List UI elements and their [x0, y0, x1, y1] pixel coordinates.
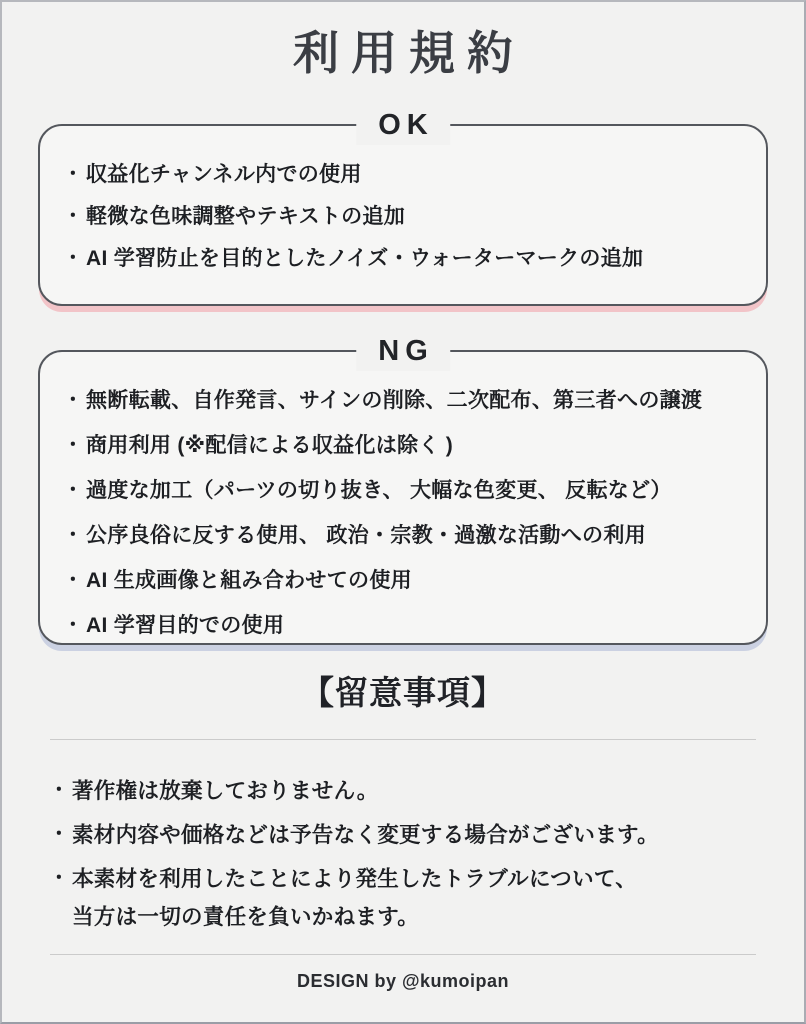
item-label: AI 学習防止を目的としたノイズ・ウォーターマークの追加: [86, 247, 644, 270]
item-label: AI 学習目的での使用: [86, 614, 285, 637]
list-item: [60, 476, 752, 506]
bullet-icon: ・: [63, 525, 83, 546]
list-item: [46, 816, 758, 854]
notes-heading: 【留意事項】: [301, 674, 505, 711]
list-item: [60, 431, 752, 461]
ng-section-box: [38, 335, 768, 645]
item-label: 公序良俗に反する使用、 政治・宗教・過激な活動への利用: [86, 524, 646, 547]
ok-section-box: [38, 109, 768, 306]
item-label: 過度な加工（パーツの切り抜き、 大幅な色変更、 反転など）: [86, 479, 672, 502]
item-label: 収益化チャンネル内での使用: [86, 163, 362, 186]
list-item: [60, 386, 752, 416]
design-credit: DESIGN by @kumoipan: [296, 971, 510, 991]
bullet-icon: ・: [63, 248, 83, 269]
notes-top-divider: [50, 739, 756, 740]
notes-item-list: [46, 772, 758, 936]
ng-section-label: NG: [356, 331, 450, 371]
list-item: [60, 244, 752, 274]
ok-item-list: [40, 126, 766, 274]
footer-divider: [50, 954, 756, 955]
ok-section-label: OK: [356, 105, 450, 145]
item-label: 軽微な色味調整やテキストの追加: [86, 205, 406, 228]
bullet-icon: ・: [63, 570, 83, 591]
item-label: 著作権は放棄しておりません。: [72, 779, 379, 803]
bullet-icon: ・: [63, 164, 83, 185]
item-label: 無断転載、自作発言、サインの削除、二次配布、第三者への譲渡: [86, 389, 703, 412]
bullet-icon: ・: [63, 615, 83, 636]
page-title: 利用規約: [293, 27, 525, 79]
bullet-icon: ・: [49, 868, 69, 889]
list-item: [60, 566, 752, 596]
bullet-icon: ・: [63, 480, 83, 501]
bullet-icon: ・: [63, 390, 83, 411]
bullet-icon: ・: [63, 435, 83, 456]
list-item: [46, 860, 758, 936]
list-item: [60, 521, 752, 551]
item-label: 本素材を利用したことにより発生したトラブルについて、 当方は一切の責任を負いかねます。: [72, 867, 638, 929]
ng-item-list: [40, 352, 766, 641]
item-label: 商用利用 (※配信による収益化は除く ): [86, 434, 454, 457]
item-label: AI 生成画像と組み合わせての使用: [86, 569, 412, 592]
list-item: [60, 202, 752, 232]
item-label: 素材内容や価格などは予告なく変更する場合がございます。: [72, 823, 659, 847]
list-item: [60, 160, 752, 190]
list-item: [60, 611, 752, 641]
list-item: [46, 772, 758, 810]
bullet-icon: ・: [63, 206, 83, 227]
bullet-icon: ・: [49, 780, 69, 801]
bullet-icon: ・: [49, 824, 69, 845]
